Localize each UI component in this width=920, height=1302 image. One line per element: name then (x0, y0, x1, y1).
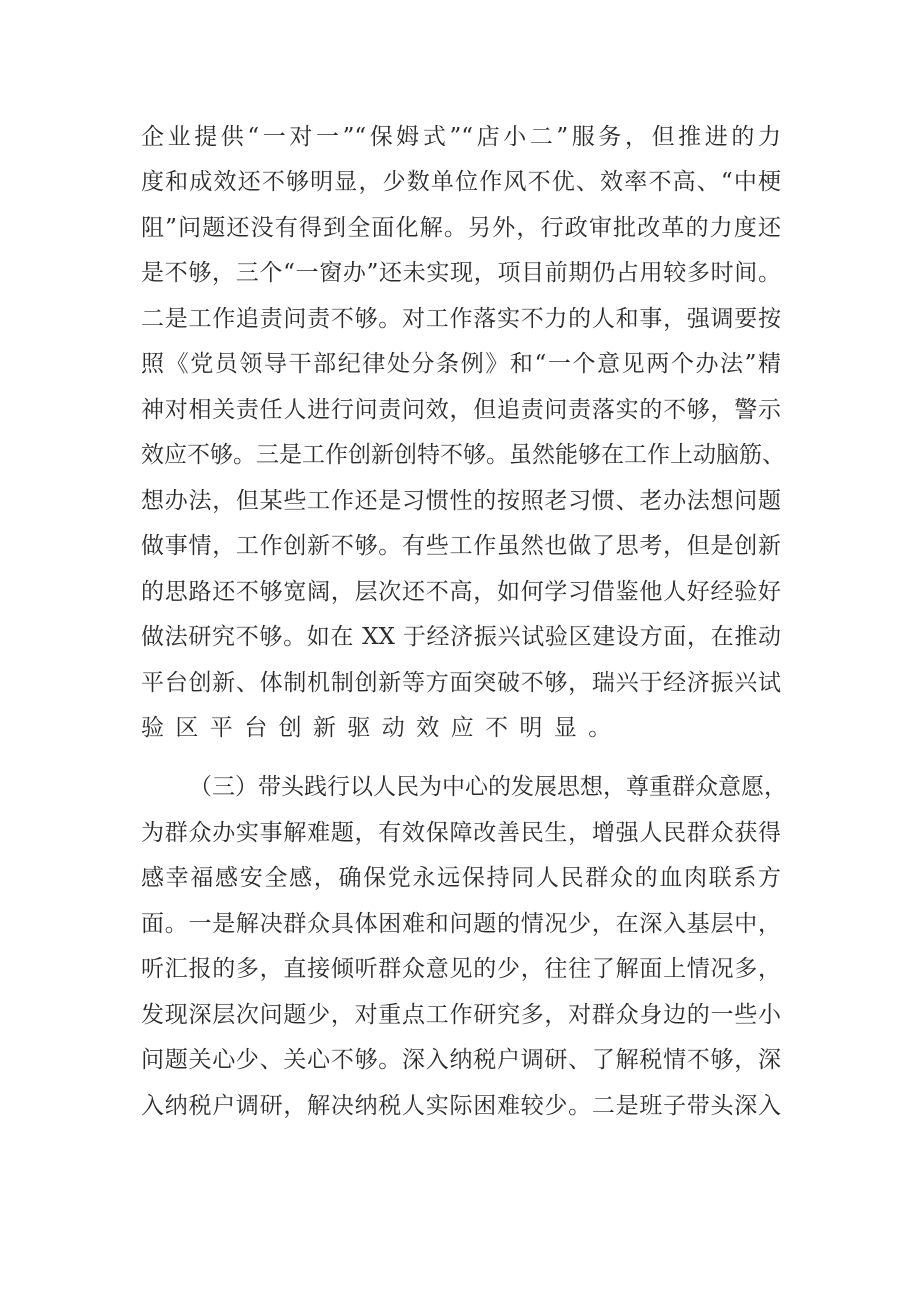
text-line: 二是工作追责问责不够。对工作落实不力的人和事，强调要按 (141, 306, 781, 332)
text-line: 听汇报的多，直接倾听群众意见的少，往往了解面上情况多， (141, 956, 781, 982)
text-line: 入纳税户调研，解决纳税人实际困难较少。二是班子带头深入 (141, 1093, 781, 1119)
text-line: 做法研究不够。如在 XX 于经济振兴试验区建设方面，在推动 (141, 624, 781, 650)
text-line: 平台创新、体制机制创新等方面突破不够，瑞兴于经济振兴试 (141, 670, 781, 696)
text-line: 效应不够。三是工作创新创特不够。虽然能够在工作上动脑筋、 (141, 442, 785, 468)
text-line: 度和成效还不够明显，少数单位作风不优、效率不高、“中梗 (141, 169, 781, 195)
text-line: 面。一是解决群众具体困难和问题的情况少，在深入基层中， (141, 911, 781, 937)
text-line: 阻”问题还没有得到全面化解。另外，行政审批改革的力度还 (141, 215, 781, 241)
text-line: 验区平台创新驱动效应不明显。 (141, 715, 623, 741)
text-line: 是不够，三个“一窗办”还未实现，项目前期仍占用较多时间。 (141, 260, 781, 286)
text-line: 神对相关责任人进行问责问效，但追责问责落实的不够，警示 (141, 397, 781, 423)
text-line: 照《党员领导干部纪律处分条例》和“一个意见两个办法”精 (141, 351, 781, 377)
section-heading-line: （三）带头践行以人民为中心的发展思想，尊重群众意愿， (189, 774, 787, 800)
text-line: 为群众办实事解难题，有效保障改善民生，增强人民群众获得 (141, 820, 781, 846)
text-line: 发现深层次问题少，对重点工作研究多，对群众身边的一些小 (141, 1002, 781, 1028)
text-line: 问题关心少、关心不够。深入纳税户调研、了解税情不够，深 (141, 1047, 781, 1073)
text-line: 企业提供“一对一”“保姆式”“店小二”服务，但推进的力 (141, 124, 781, 150)
text-line: 想办法，但某些工作还是习惯性的按照老习惯、老办法想问题 (141, 488, 781, 514)
text-line: 的思路还不够宽阔，层次还不高，如何学习借鉴他人好经验好 (141, 579, 781, 605)
text-line: 感幸福感安全感，确保党永远保持同人民群众的血肉联系方 (141, 865, 781, 891)
text-line: 做事情，工作创新不够。有些工作虽然也做了思考，但是创新 (141, 533, 781, 559)
